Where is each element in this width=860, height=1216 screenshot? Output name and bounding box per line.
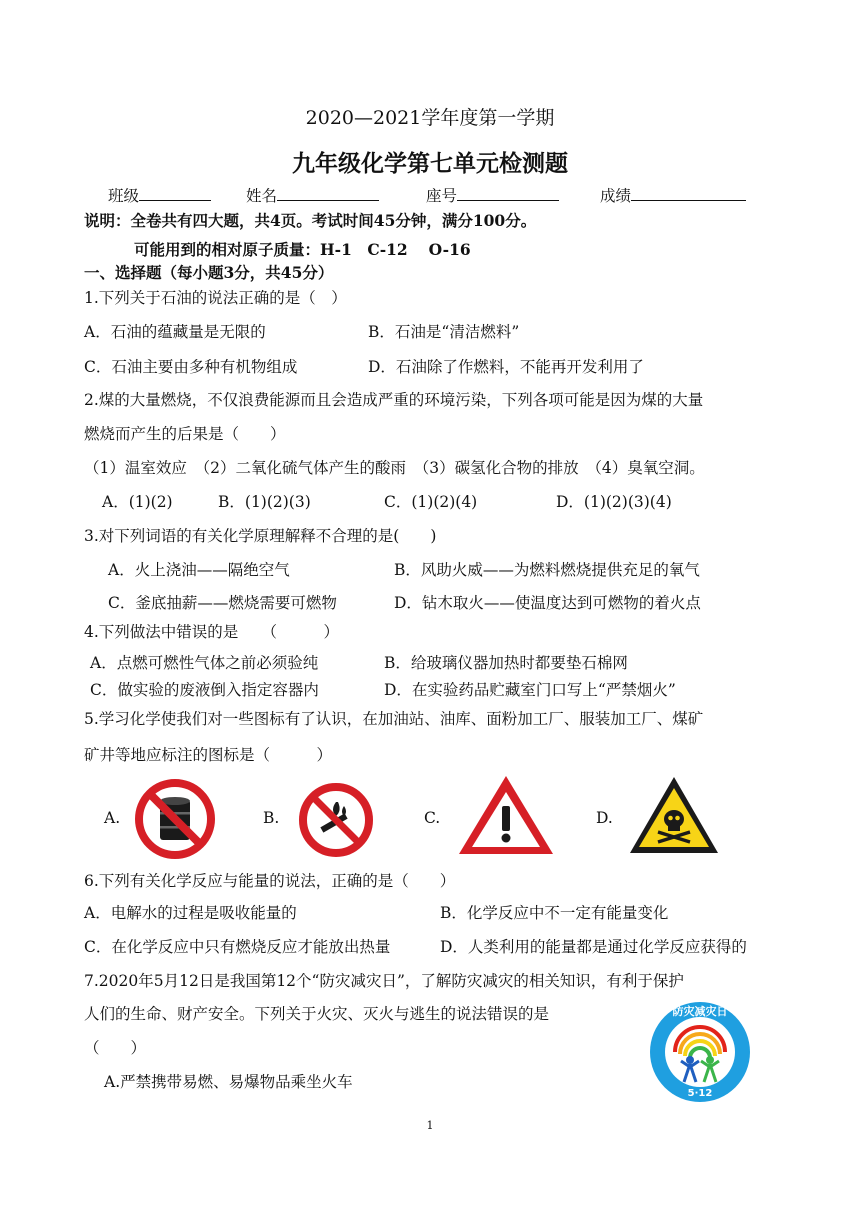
q1-option-d[interactable]: D．石油除了作燃料，不能再开发利用了 [368,358,644,376]
q3-option-b[interactable]: B．风助火威——为燃料燃烧提供充足的氧气 [394,561,700,579]
school-year: 2020—2021学年度第一学期 [305,107,555,129]
q2-option-d[interactable]: D．(1)(2)(3)(4) [556,493,672,511]
q4-option-d[interactable]: D．在实验药品贮藏室门口写上“严禁烟火” [384,681,676,699]
toxic-skull-sign-icon [628,774,720,856]
q6-option-a[interactable]: A．电解水的过程是吸收能量的 [84,904,297,922]
score-blank[interactable] [631,185,746,201]
q5-label-c[interactable]: C. [424,809,441,827]
q7-stem-line2: 人们的生命、财产安全。下列关于火灾、灭火与逃生的说法错误的是 [84,1005,550,1023]
exam-title: 九年级化学第七单元检测题 [292,151,568,177]
q1-option-a[interactable]: A．石油的蕴藏量是无限的 [84,323,266,341]
logo-title: 防灾减灾日 [672,1005,728,1018]
q7-option-a[interactable]: A.严禁携带易燃、易爆物品乘坐火车 [104,1073,353,1091]
q3-stem: 3.对下列词语的有关化学原理解释不合理的是( ) [84,527,437,545]
q2-option-b[interactable]: B．(1)(2)(3) [218,493,311,511]
q2-stem-line1: 2.煤的大量燃烧，不仅浪费能源而且会造成严重的环境污染，下列各项可能是因为煤的大量 [84,391,704,409]
q2-items: （1）温室效应 （2）二氧化硫气体产生的酸雨 （3）碳氢化合物的排放 （4）臭氧空洞。 [84,459,705,477]
q1-stem: 1.下列关于石油的说法正确的是（ ） [84,289,347,307]
logo-date: 5·12 [687,1088,713,1099]
q4-option-a[interactable]: A．点燃可燃性气体之前必须验纯 [90,654,319,672]
q4-stem: 4.下列做法中错误的是 （ ） [84,623,340,641]
warning-exclamation-sign-icon [455,772,557,858]
q2-option-c[interactable]: C．(1)(2)(4) [384,493,478,511]
q2-option-a[interactable]: A．(1)(2) [102,493,173,511]
name-blank[interactable] [277,185,379,201]
no-smoking-sign-icon [296,780,376,860]
seat-blank[interactable] [457,185,559,201]
q1-option-c[interactable]: C．石油主要由多种有机物组成 [84,358,298,376]
q6-stem: 6.下列有关化学反应与能量的说法，正确的是（ ） [84,872,456,890]
score-label: 成绩 [600,187,632,205]
q5-label-d[interactable]: D. [596,809,613,827]
q5-stem-line1: 5.学习化学使我们对一些图标有了认识，在加油站、油库、面粉加工厂、服装加工厂、煤矿 [84,710,704,728]
name-label: 姓名 [246,187,278,205]
q2-stem-line2: 燃烧而产生的后果是（ ） [84,425,286,443]
q1-option-b[interactable]: B．石油是“清洁燃料” [368,323,520,341]
name-field [246,185,379,206]
instructions-line1: 说明：全卷共有四大题，共4页。考试时间45分钟，满分100分。 [84,211,537,230]
q7-answer-paren: （ ） [84,1039,147,1057]
q7-stem-line1: 7.2020年5月12日是我国第12个“防灾减灾日”，了解防灾减灾的相关知识，有利于保护 [84,972,684,990]
q4-option-c[interactable]: C．做实验的废液倒入指定容器内 [90,681,319,699]
class-field [108,185,211,206]
q6-option-d[interactable]: D．人类利用的能量都是通过化学反应获得的 [440,938,747,956]
q4-option-b[interactable]: B．给玻璃仪器加热时都要垫石棉网 [384,654,628,672]
score-field [600,185,746,206]
class-label: 班级 [108,187,140,205]
q3-option-d[interactable]: D．钻木取火——使温度达到可燃物的着火点 [394,594,701,612]
page-number: 1 [426,1119,434,1132]
q3-option-c[interactable]: C．釜底抽薪——燃烧需要可燃物 [108,594,337,612]
no-oil-drum-sign-icon [132,776,218,862]
q6-option-b[interactable]: B．化学反应中不一定有能量变化 [440,904,669,922]
q5-label-a[interactable]: A. [104,809,121,827]
seat-field [426,185,559,206]
instructions-line2: 可能用到的相对原子质量：H-1 C-12 O-16 [134,240,471,259]
q3-option-a[interactable]: A．火上浇油——隔绝空气 [108,561,290,579]
q6-option-c[interactable]: C．在化学反应中只有燃烧反应才能放出热量 [84,938,391,956]
q5-stem-line2: 矿井等地应标注的图标是（ ） [84,746,333,764]
disaster-prevention-day-logo-icon [648,1000,752,1104]
class-blank[interactable] [139,185,211,201]
q5-label-b[interactable]: B. [263,809,280,827]
seat-label: 座号 [426,187,458,205]
section1-title: 一、选择题（每小题3分，共45分） [84,263,334,282]
